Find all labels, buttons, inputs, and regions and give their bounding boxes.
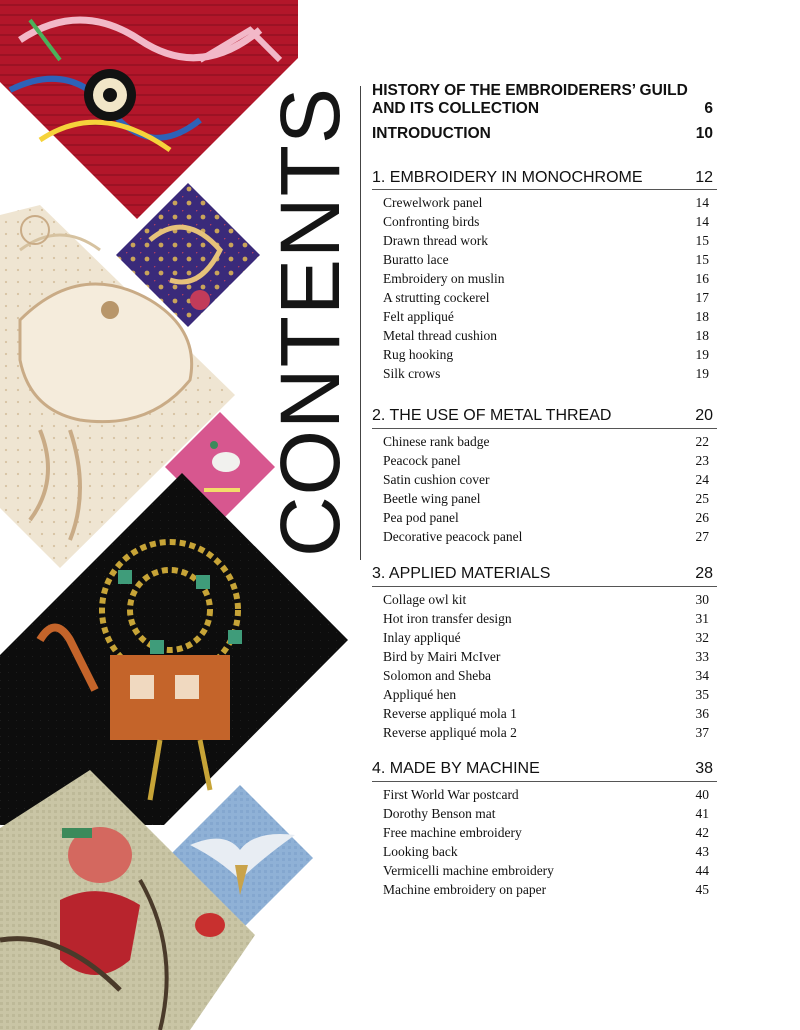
page-number: 28 [695,565,713,582]
toc-entry[interactable] [383,787,709,803]
page-title: CONTENTS [263,87,357,557]
toc-entry[interactable] [383,630,709,646]
entry-page: 36 [695,706,709,721]
toc-entry[interactable] [383,825,709,841]
entry-page: 26 [695,510,709,525]
chapter-title: 4. MADE BY MACHINE [372,760,540,777]
toc-entry[interactable] [383,195,709,211]
toc-entry[interactable] [383,233,709,249]
contents-title-area [262,80,358,565]
entry-title: Buratto lace [383,252,449,267]
toc-section-history[interactable] [372,82,717,118]
entry-title: Machine embroidery on paper [383,882,547,897]
chapter-rule [372,586,717,587]
toc-entry[interactable] [383,529,709,545]
title-divider [360,86,361,560]
toc-entry[interactable] [383,882,709,898]
entry-title: Peacock panel [383,453,461,468]
toc-entry[interactable] [383,472,709,488]
entry-title: Drawn thread work [383,233,488,248]
entry-page: 25 [695,491,709,506]
toc-chapter-2[interactable] [372,407,717,425]
toc-chapter-4[interactable] [372,760,717,778]
toc-entry[interactable] [383,863,709,879]
entry-page: 27 [695,529,709,544]
toc-entry[interactable] [383,491,709,507]
red-mola-tile [0,0,298,219]
entry-title: Reverse appliqué mola 1 [383,706,517,721]
toc-entry[interactable] [383,806,709,822]
toc-entry[interactable] [383,309,709,325]
chapter-title: 3. APPLIED MATERIALS [372,565,551,582]
chapter-title: 2. THE USE OF METAL THREAD [372,407,612,424]
entry-page: 19 [695,366,709,381]
entry-title: Hot iron transfer design [383,611,512,626]
page-number: 20 [695,407,713,424]
section-title-line: INTRODUCTION [372,125,491,142]
section-title-line: AND ITS COLLECTION [372,100,540,117]
entry-page: 35 [695,687,709,702]
toc-entry[interactable] [383,214,709,230]
entry-title: First World War postcard [383,787,519,802]
entry-title: Decorative peacock panel [383,529,523,544]
toc-entry[interactable] [383,453,709,469]
page-number: 38 [695,760,713,777]
entry-title: Vermicelli machine embroidery [383,863,554,878]
toc-chapter-3[interactable] [372,565,717,583]
toc-entry[interactable] [383,290,709,306]
toc-entry[interactable] [383,434,709,450]
entry-title: Crewelwork panel [383,195,483,210]
entry-title: Dorothy Benson mat [383,806,496,821]
toc-entry[interactable] [383,844,709,860]
toc-section-introduction[interactable] [372,125,717,143]
entry-page: 14 [695,214,709,229]
entry-page: 22 [695,434,709,449]
entry-title: Collage owl kit [383,592,467,607]
toc-entry[interactable] [383,347,709,363]
entry-title: Free machine embroidery [383,825,522,840]
entry-page: 24 [695,472,709,487]
chapter-rule [372,781,717,782]
entry-title: Felt appliqué [383,309,454,324]
entry-title: Beetle wing panel [383,491,481,506]
entry-page: 17 [695,290,709,305]
entry-page: 43 [695,844,709,859]
entry-title: Appliqué hen [383,687,457,702]
entry-page: 41 [695,806,709,821]
toc-entry[interactable] [383,328,709,344]
entry-page: 37 [695,725,709,740]
toc-entry[interactable] [383,271,709,287]
section-title-line: HISTORY OF THE EMBROIDERERS’ GUILD [372,82,688,99]
entry-page: 16 [695,271,709,286]
entry-title: Metal thread cushion [383,328,497,343]
toc-entry[interactable] [383,706,709,722]
entry-title: Confronting birds [383,214,480,229]
entry-title: Pea pod panel [383,510,459,525]
entry-page: 19 [695,347,709,362]
entry-title: Reverse appliqué mola 2 [383,725,517,740]
entry-title: Rug hooking [383,347,454,362]
page-number: 6 [704,100,713,117]
entry-page: 18 [695,309,709,324]
entry-page: 30 [695,592,709,607]
entry-page: 31 [695,611,709,626]
toc-entry[interactable] [383,687,709,703]
chapter-rule [372,189,717,190]
entry-page: 33 [695,649,709,664]
entry-title: Satin cushion cover [383,472,490,487]
toc-chapter-1[interactable] [372,169,717,187]
entry-page: 15 [695,233,709,248]
toc-entry[interactable] [383,649,709,665]
entry-page: 45 [695,882,709,897]
entry-page: 40 [695,787,709,802]
entry-page: 44 [695,863,709,878]
page-number: 12 [695,169,713,186]
entry-page: 32 [695,630,709,645]
entry-title: Inlay appliqué [383,630,461,645]
entry-title: Bird by Mairi McIver [383,649,501,664]
entry-title: Silk crows [383,366,441,381]
page-number: 10 [695,125,713,142]
entry-page: 34 [695,668,709,683]
entry-title: Looking back [383,844,458,859]
entry-page: 15 [695,252,709,267]
toc-entry[interactable] [383,725,709,741]
entry-page: 42 [695,825,709,840]
chapter-rule [372,428,717,429]
toc-entry[interactable] [383,668,709,684]
toc-entry[interactable] [383,510,709,526]
toc-entry[interactable] [383,366,709,382]
toc-entry[interactable] [383,592,709,608]
entry-title: Solomon and Sheba [383,668,491,683]
entry-title: Embroidery on muslin [383,271,505,286]
entry-page: 18 [695,328,709,343]
chapter-title: 1. EMBROIDERY IN MONOCHROME [372,169,643,186]
toc-entry[interactable] [383,252,709,268]
entry-title: Chinese rank badge [383,434,490,449]
entry-page: 23 [695,453,709,468]
entry-title: A strutting cockerel [383,290,490,305]
toc-entry[interactable] [383,611,709,627]
entry-page: 14 [695,195,709,210]
